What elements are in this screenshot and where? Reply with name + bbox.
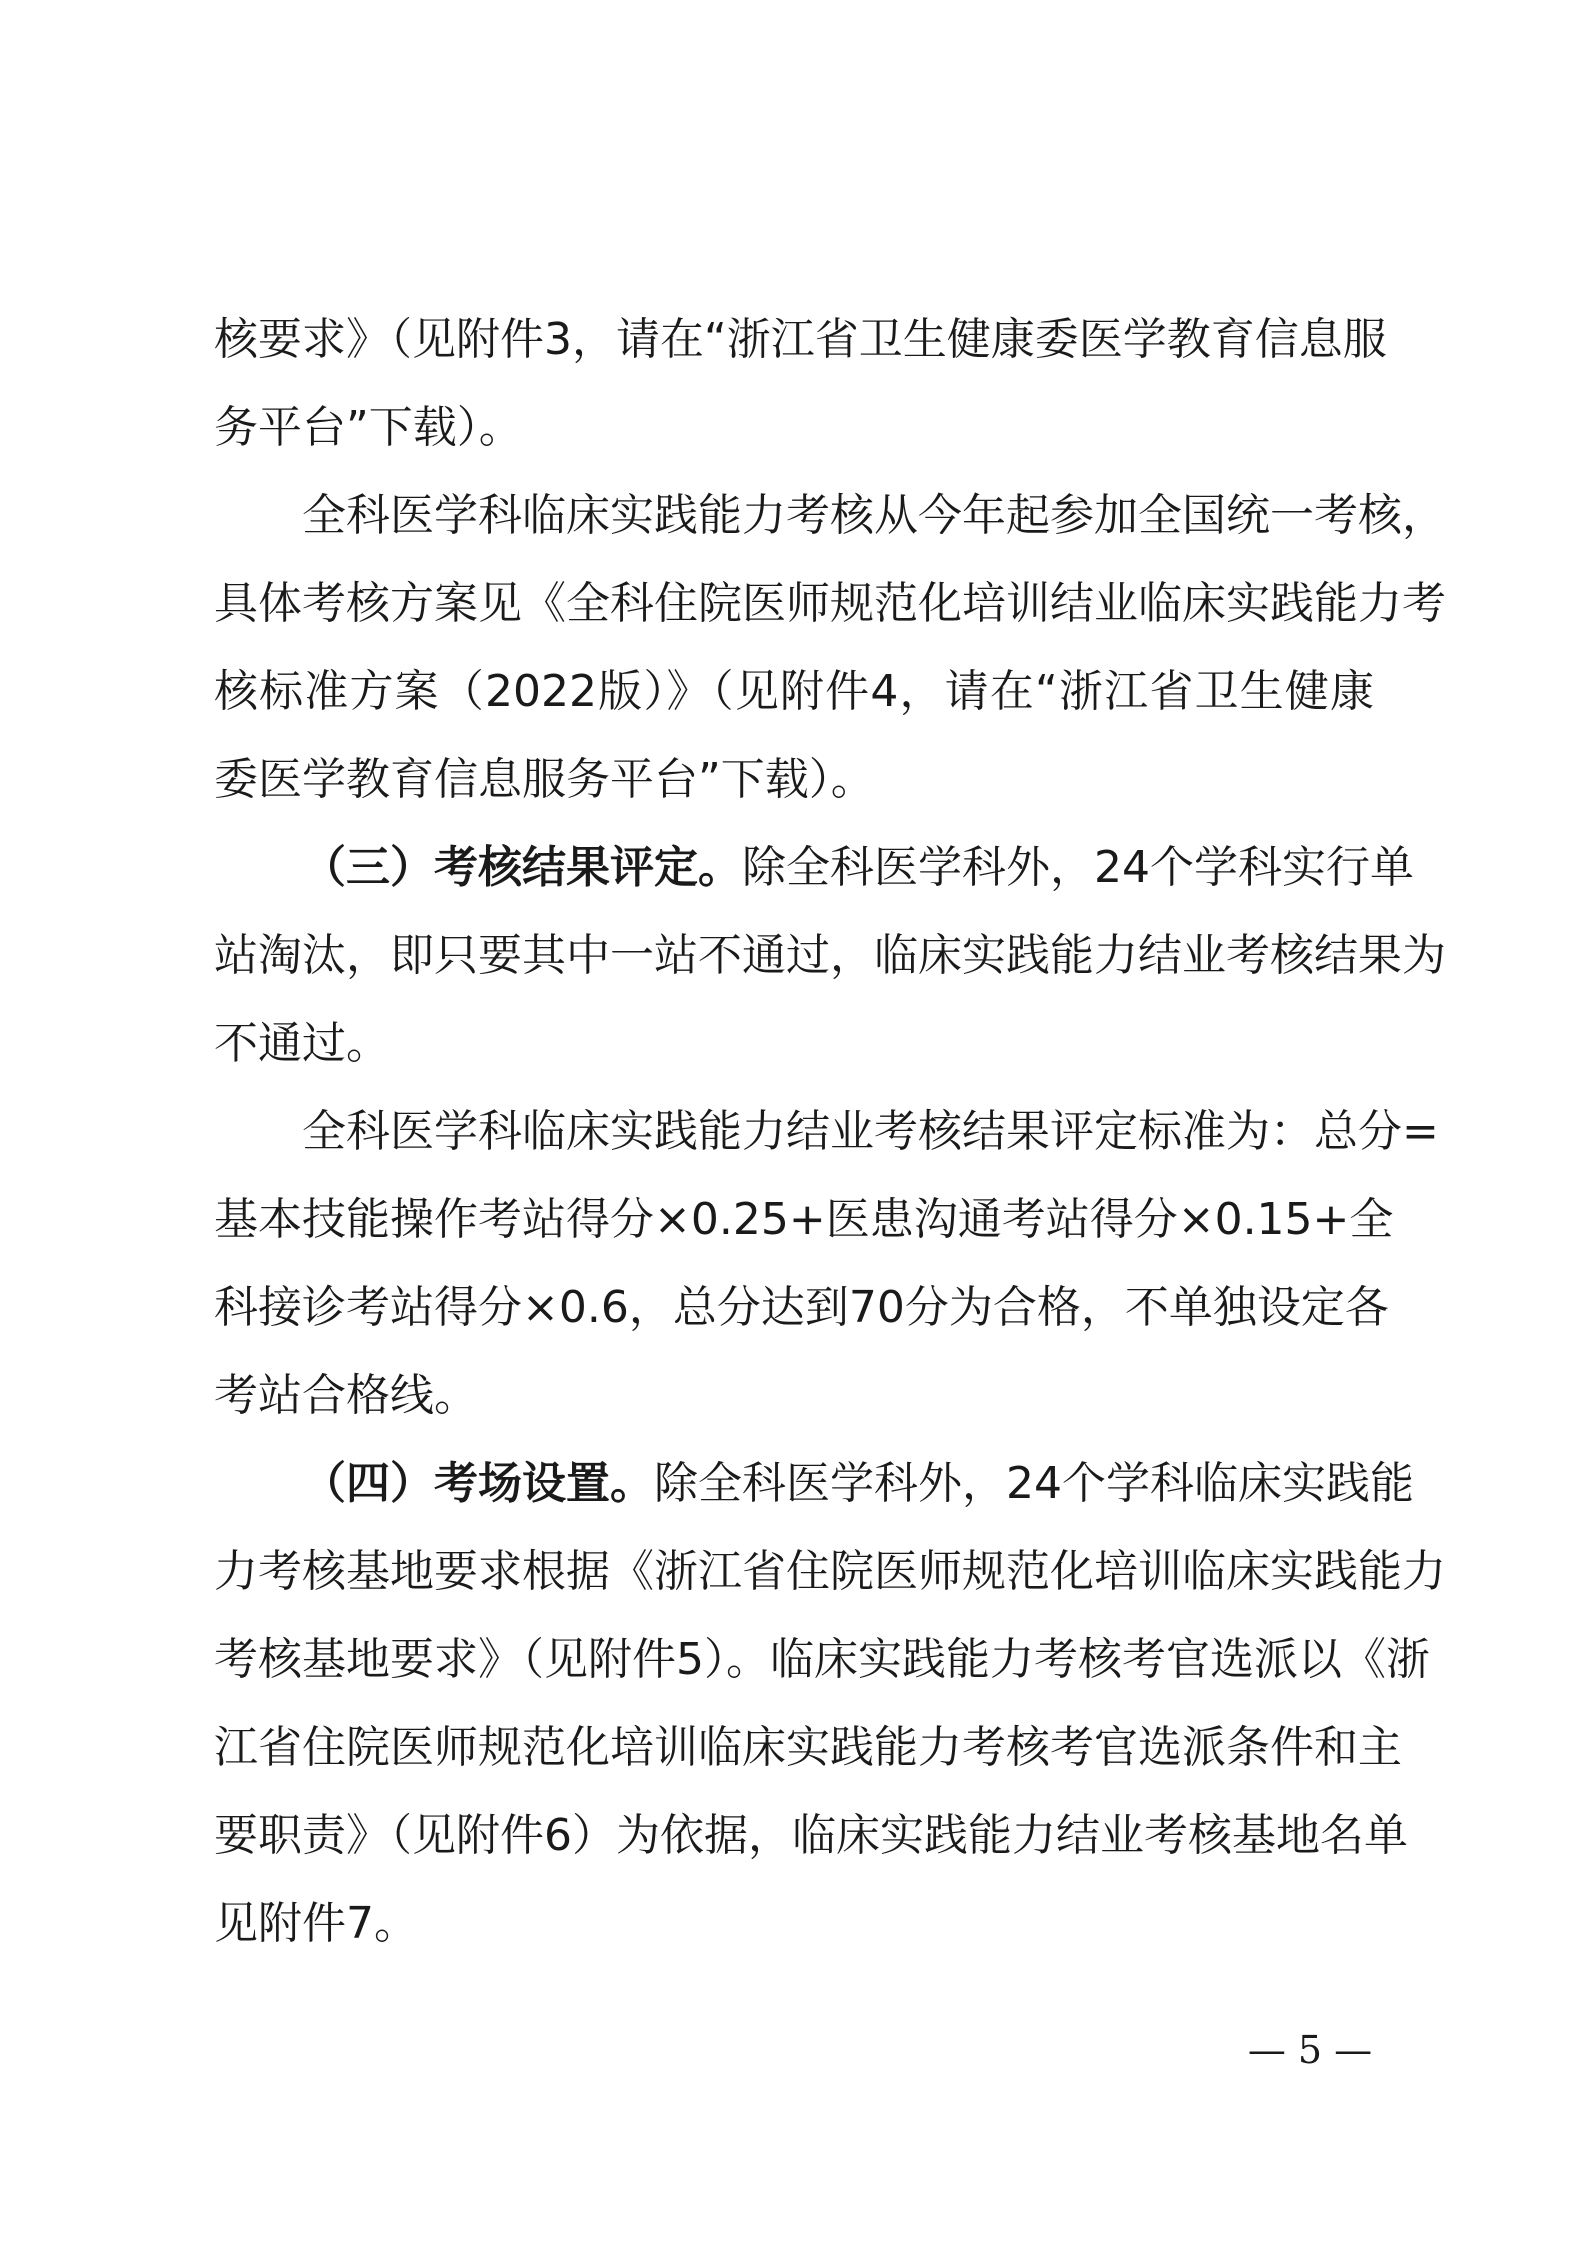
text-line: 核要求》（见附件3，请在“浙江省卫生健康委医学教育信息服	[214, 314, 1387, 365]
text-line: 力考核基地要求根据《浙江省住院医师规范化培训临床实践能力	[214, 1546, 1446, 1597]
text-line: 全科医学科临床实践能力结业考核结果评定标准为：总分=	[302, 1106, 1439, 1157]
section-heading-3: （三）考核结果评定。	[302, 842, 742, 893]
text-line: 科接诊考站得分×0.6，总分达到70分为合格，不单独设定各	[214, 1282, 1389, 1333]
text-line: 考站合格线。	[214, 1370, 478, 1421]
section-heading-4: （四）考场设置。	[302, 1458, 654, 1509]
text-line: 具体考核方案见《全科住院医师规范化培训结业临床实践能力考	[214, 578, 1446, 629]
text-line: 不通过。	[214, 1018, 390, 1069]
text-line: 基本技能操作考站得分×0.25+医患沟通考站得分×0.15+全	[214, 1194, 1394, 1245]
text-line: 站淘汰，即只要其中一站不通过，临床实践能力结业考核结果为	[214, 930, 1446, 981]
page-number: — 5 —	[1247, 2028, 1373, 2072]
section-line	[302, 1440, 1414, 1528]
section-text: 除全科医学科外，24个学科临床实践能	[654, 1458, 1414, 1509]
text-line: 核标准方案（2022版）》（见附件4，请在“浙江省卫生健康	[214, 666, 1374, 717]
text-line: 务平台”下载）。	[214, 402, 523, 453]
text-line: 江省住院医师规范化培训临床实践能力考核考官选派条件和主	[214, 1722, 1402, 1773]
section-text: 除全科医学科外，24个学科实行单	[742, 842, 1414, 893]
text-line: 要职责》（见附件6）为依据，临床实践能力结业考核基地名单	[214, 1810, 1408, 1861]
text-line: 委医学教育信息服务平台”下载）。	[214, 754, 875, 805]
text-line: 全科医学科临床实践能力考核从今年起参加全国统一考核，	[302, 490, 1446, 541]
section-line	[302, 824, 1414, 912]
text-line: 见附件7。	[214, 1898, 418, 1949]
text-line: 考核基地要求》（见附件5）。临床实践能力考核考官选派以《浙	[214, 1634, 1430, 1685]
